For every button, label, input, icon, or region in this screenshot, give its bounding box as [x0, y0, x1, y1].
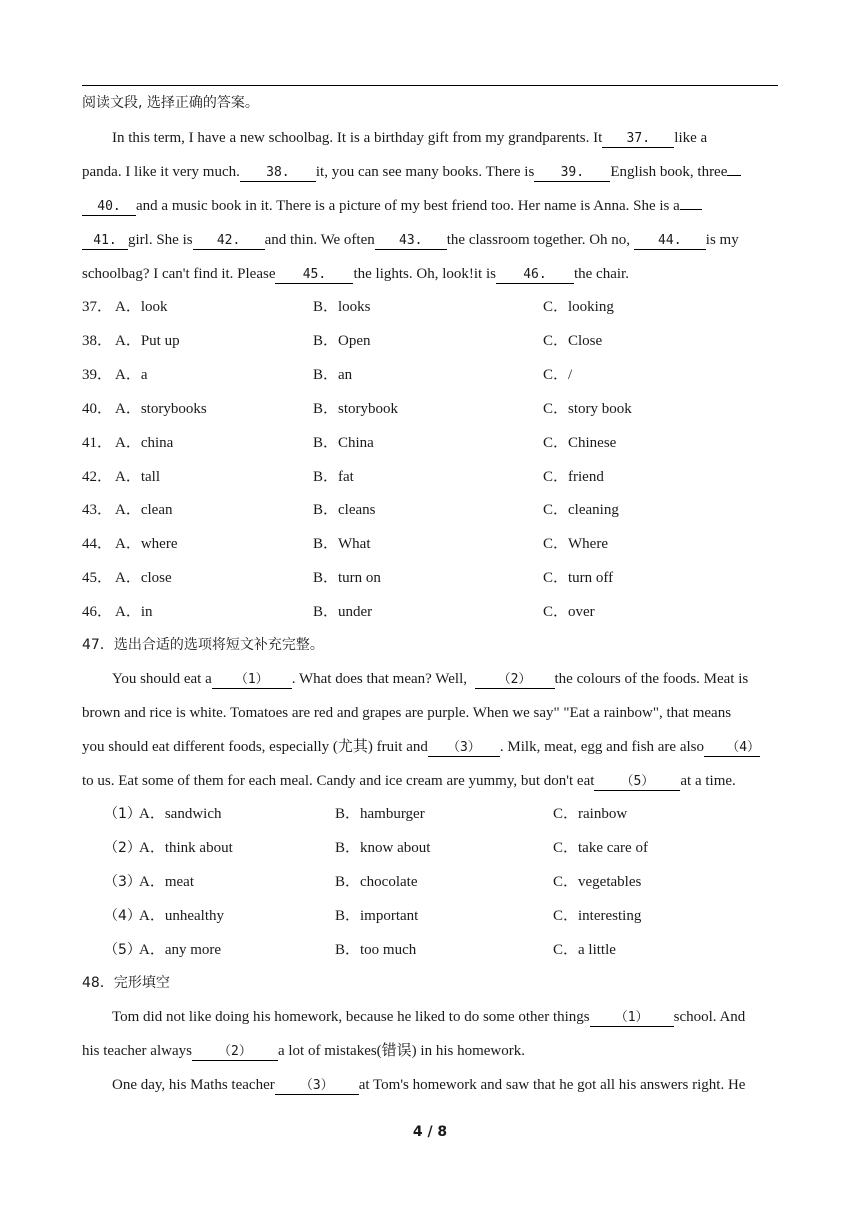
option-c[interactable]: C．Where — [543, 536, 608, 552]
blank-3: （3） — [275, 1077, 359, 1095]
blank-44: 44. — [634, 232, 706, 250]
option-a[interactable]: A．sandwich — [139, 806, 222, 822]
option-b[interactable]: B．cleans — [313, 502, 376, 518]
question-row-1 — [104, 804, 804, 824]
question-row-40 — [82, 399, 782, 419]
question-number: （3） — [104, 874, 141, 890]
option-c[interactable]: C．story book — [543, 401, 632, 417]
option-a[interactable]: A．tall — [115, 469, 160, 485]
passage-line: In this term, I have a new schoolbag. It is a birthday gift from my grandparents. It 37. like a — [112, 130, 708, 146]
option-b[interactable]: B．China — [313, 435, 374, 451]
blank-46: 46. — [496, 266, 574, 284]
question-row-2 — [104, 838, 804, 858]
passage-line: you should eat different foods, especially (尤其) fruit and （3） . Milk, meat, egg and fish are also （4） — [82, 739, 761, 755]
question-number: 44． — [82, 536, 113, 552]
passage-line: 41. girl. She is 42. and thin. We often 43. the classroom together. Oh no, 44. is my — [82, 230, 739, 250]
option-a[interactable]: A．Put up — [115, 333, 180, 349]
question-number: 40． — [82, 401, 113, 417]
question-number: 41． — [82, 435, 113, 451]
question-row-37 — [82, 297, 782, 317]
option-a[interactable]: A．think about — [139, 840, 233, 856]
option-b[interactable]: B．fat — [313, 469, 354, 485]
option-b[interactable]: B．know about — [335, 840, 431, 856]
option-c[interactable]: C．interesting — [553, 908, 642, 924]
blank-40-start — [727, 175, 741, 176]
question-number: 42． — [82, 469, 113, 485]
option-c[interactable]: C．Chinese — [543, 435, 617, 451]
option-a[interactable]: A．where — [115, 536, 178, 552]
option-b[interactable]: B．important — [335, 908, 419, 924]
option-a[interactable]: A．look — [115, 299, 168, 315]
blank-1: （1） — [212, 671, 292, 689]
option-b[interactable]: B．Open — [313, 333, 371, 349]
option-c[interactable]: C．vegetables — [553, 874, 642, 890]
option-c[interactable]: C．rainbow — [553, 806, 628, 822]
question-row-44 — [82, 534, 782, 554]
option-c[interactable]: C．over — [543, 604, 595, 620]
question-row-4 — [104, 906, 804, 926]
option-c[interactable]: C．take care of — [553, 840, 648, 856]
question-row-43 — [82, 500, 782, 520]
option-a[interactable]: A．china — [115, 435, 174, 451]
option-b[interactable]: B．turn on — [313, 570, 381, 586]
option-b[interactable]: B．storybook — [313, 401, 399, 417]
option-b[interactable]: B．chocolate — [335, 874, 418, 890]
option-c[interactable]: C．cleaning — [543, 502, 619, 518]
question-number: 43． — [82, 502, 113, 518]
passage-line: to us. Eat some of them for each meal. Candy and ice cream are yummy, but don't eat （5） at a time. — [82, 773, 736, 789]
blank-2: （2） — [475, 671, 555, 689]
blank-38: 38. — [240, 164, 316, 182]
option-a[interactable]: A．clean — [115, 502, 173, 518]
question-number: （5） — [104, 942, 141, 958]
blank-41: 41. — [82, 232, 128, 250]
question-row-38 — [82, 331, 782, 351]
blank-40: 40. — [82, 198, 136, 216]
passage-line: One day, his Maths teacher （3） at Tom's homework and saw that he got all his answers right. He — [112, 1077, 746, 1093]
option-b[interactable]: B．an — [313, 367, 353, 383]
option-b[interactable]: B．too much — [335, 942, 417, 958]
question-row-39 — [82, 365, 782, 385]
option-c[interactable]: C．looking — [543, 299, 614, 315]
blank-1: （1） — [590, 1009, 674, 1027]
option-a[interactable]: A．storybooks — [115, 401, 207, 417]
blank-45: 45. — [275, 266, 353, 284]
question-number: （1） — [104, 806, 141, 822]
option-b[interactable]: B．What — [313, 536, 371, 552]
question-row-5 — [104, 940, 804, 960]
passage-line: panda. I like it very much. 38. it, you can see many books. There is 39. English book, three — [82, 162, 741, 182]
page-number: 4 / 8 — [412, 1124, 448, 1140]
option-a[interactable]: A．any more — [139, 942, 222, 958]
option-c[interactable]: C．turn off — [543, 570, 614, 586]
question-row-42 — [82, 467, 782, 487]
option-a[interactable]: A．close — [115, 570, 172, 586]
option-b[interactable]: B．under — [313, 604, 373, 620]
passage-line: his teacher always （2） a lot of mistakes(错误) in his homework. — [82, 1043, 525, 1059]
blank-42: 42. — [193, 232, 265, 250]
option-a[interactable]: A．unhealthy — [139, 908, 224, 924]
question-number: （2） — [104, 840, 141, 856]
option-b[interactable]: B．hamburger — [335, 806, 425, 822]
question-number: 46． — [82, 604, 113, 620]
passage-line: brown and rice is white. Tomatoes are red and grapes are purple. When we say" "Eat a rainbow", that means — [82, 705, 732, 721]
question-row-3 — [104, 872, 804, 892]
option-c[interactable]: C．/ — [543, 367, 573, 383]
section1-instruction: 阅读文段, 选择正确的答案。 — [82, 95, 259, 111]
option-c[interactable]: C．friend — [543, 469, 604, 485]
question-number: （4） — [104, 908, 141, 924]
blank-41-start — [680, 209, 702, 210]
option-a[interactable]: A．a — [115, 367, 148, 383]
question-number: 38． — [82, 333, 113, 349]
section2-title: 47．选出合适的选项将短文补充完整。 — [82, 637, 324, 653]
question-number: 37． — [82, 299, 113, 315]
blank-4: （4） — [704, 739, 760, 757]
question-number: 45． — [82, 570, 113, 586]
question-row-45 — [82, 568, 782, 588]
option-b[interactable]: B．looks — [313, 299, 371, 315]
passage-line: Tom did not like doing his homework, because he liked to do some other things （1） school. And — [112, 1009, 746, 1025]
passage-line: 40. and a music book in it. There is a picture of my best friend too. Her name is Anna. She is a — [82, 196, 702, 216]
blank-3: （3） — [428, 739, 500, 757]
blank-37: 37. — [602, 130, 674, 148]
blank-2: （2） — [192, 1043, 278, 1061]
passage-line: schoolbag? I can't find it. Please 45. the lights. Oh, look!it is 46. the chair. — [82, 266, 629, 282]
question-row-41 — [82, 433, 782, 453]
passage-line: You should eat a （1） . What does that mean? Well, （2） the colours of the foods. Meat is — [112, 671, 749, 687]
option-c[interactable]: C．a little — [553, 942, 616, 958]
question-row-46 — [82, 602, 782, 622]
blank-39: 39. — [534, 164, 610, 182]
section3-title: 48．完形填空 — [82, 975, 170, 991]
option-a[interactable]: A．meat — [139, 874, 194, 890]
question-number: 39． — [82, 367, 113, 383]
option-a[interactable]: A．in — [115, 604, 153, 620]
option-c[interactable]: C．Close — [543, 333, 603, 349]
blank-5: （5） — [594, 773, 680, 791]
header-rule — [82, 85, 778, 86]
blank-43: 43. — [375, 232, 447, 250]
